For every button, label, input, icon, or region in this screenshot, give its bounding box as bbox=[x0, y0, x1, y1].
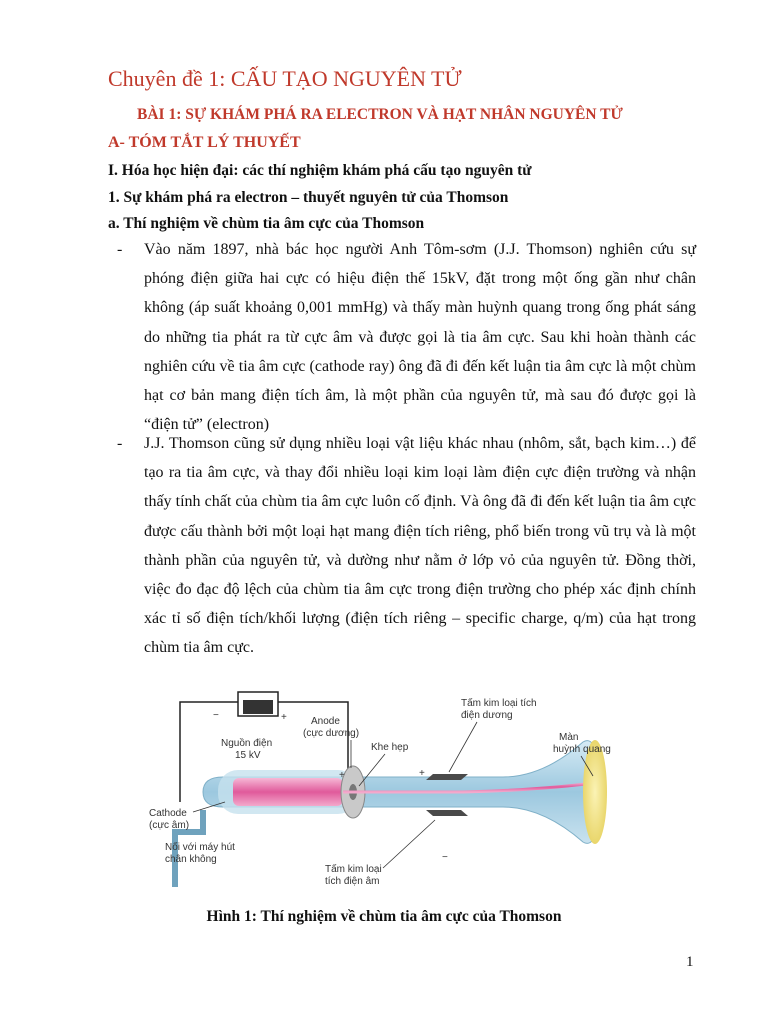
fluorescent-screen bbox=[583, 740, 607, 844]
plus-label: + bbox=[281, 712, 287, 723]
source-label-1: Nguồn điện bbox=[221, 738, 273, 749]
negative-plate-label-2: tích điện âm bbox=[325, 876, 380, 887]
minus-label: − bbox=[213, 710, 219, 721]
anode-label-1: Anode bbox=[311, 716, 340, 727]
positive-plate bbox=[426, 774, 468, 780]
page-number: 1 bbox=[686, 954, 694, 970]
plate-plus-sign: + bbox=[419, 768, 425, 779]
cathode-label-2: (cực âm) bbox=[149, 820, 190, 831]
cathode-label-1: Cathode bbox=[149, 808, 187, 819]
page-title: Chuyên đề 1: CẤU TẠO NGUYÊN TỬ bbox=[108, 66, 462, 91]
anode-plus-sign: + bbox=[339, 770, 345, 781]
pump-label-1: Nối với máy hút bbox=[165, 842, 235, 853]
anode-label-2: (cực dương) bbox=[303, 728, 360, 739]
thomson-figure bbox=[143, 682, 649, 900]
heading-2: 1. Sự khám phá ra electron – thuyết nguyên tử của Thomson bbox=[108, 189, 509, 206]
cathode-cylinder bbox=[233, 778, 343, 806]
positive-plate-label-1: Tấm kim loại tích bbox=[461, 698, 537, 709]
source-label-2: 15 kV bbox=[235, 750, 261, 761]
battery-icon bbox=[238, 692, 278, 716]
slit-label: Khe hẹp bbox=[371, 742, 409, 753]
screen-label-1: Màn bbox=[559, 732, 579, 743]
bullet-2: - bbox=[117, 435, 123, 452]
paragraph-2: J.J. Thomson cũng sử dụng nhiều loại vật liệu khác nhau (nhôm, sắt, bạch kim…) để tạo ra tia âm cực, và thay đổi nhiều loại kim loại làm điện cực điện trường và nhận thấy tính chất của chùm tia âm cực luôn cố định. Và ông đã đi đến kết luận tia âm cực được cấu thành bởi một loại hạt mang điện tích riêng, phổ biến trong vũ trụ và là một thành phần của nguyên tử, và dường như nằm ở lớp vỏ của nguyên tử. Đồng thời, việc đo đạc độ lệch của chùm tia âm cực trong điện trường cho phép xác định chính xác tỉ số điện tích/khối lượng (điện tích riêng – specific charge, q/m) của hạt trong chùm tia âm cực. bbox=[144, 435, 696, 657]
section-a-heading: A- TÓM TẮT LÝ THUYẾT bbox=[108, 134, 301, 151]
plate-minus-sign: − bbox=[442, 852, 448, 863]
negative-plate bbox=[426, 810, 468, 816]
paragraph-1: Vào năm 1897, nhà bác học người Anh Tôm-sơm (J.J. Thomson) nghiên cứu sự phóng điện giữa hai cực có hiệu điện thế 15kV, đặt trong một ống gần như chân không (áp suất khoảng 0,001 mmHg) và thấy màn huỳnh quang trong ống phát sáng do những tia phát ra từ cực âm và được gọi là tia âm cực. Sau khi hoàn thành các nghiên cứu về tia âm cực (cathode ray) ông đã đi đến kết luận tia âm cực là một chùm hạt cơ bản mang điện tích âm, là một phần của nguyên tử, mà sau đó được gọi là “điện tử” (electron) bbox=[144, 241, 696, 434]
figure-caption: Hình 1: Thí nghiệm về chùm tia âm cực của Thomson bbox=[206, 908, 562, 925]
cathode-ray-tube-diagram bbox=[143, 682, 649, 900]
bullet-1: - bbox=[117, 241, 123, 258]
positive-plate-label-2: điện dương bbox=[461, 710, 513, 721]
negative-plate-label-1: Tấm kim loại bbox=[325, 864, 382, 875]
heading-1: I. Hóa học hiện đại: các thí nghiệm khám phá cấu tạo nguyên tử bbox=[108, 162, 532, 179]
lesson-title: BÀI 1: SỰ KHÁM PHÁ RA ELECTRON VÀ HẠT NHÂN NGUYÊN TỬ bbox=[137, 106, 623, 123]
pump-label-2: chân không bbox=[165, 854, 217, 865]
screen-label-2: huỳnh quang bbox=[553, 744, 611, 755]
heading-3: a. Thí nghiệm về chùm tia âm cực của Thomson bbox=[108, 215, 425, 232]
